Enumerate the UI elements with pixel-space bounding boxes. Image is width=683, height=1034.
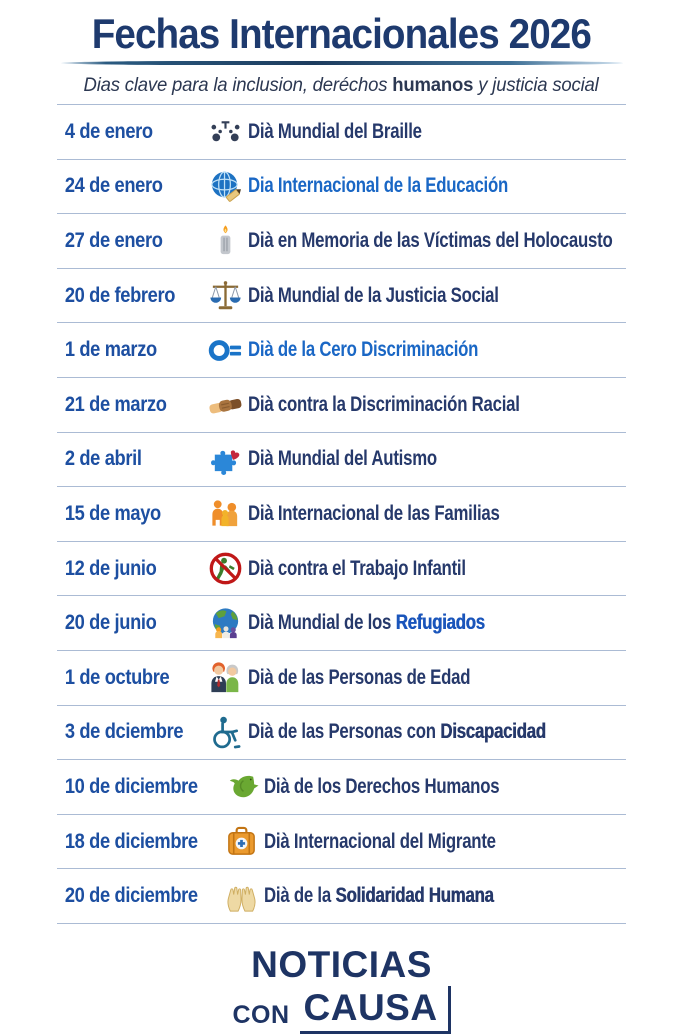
list-item [57, 706, 626, 761]
date-label [57, 229, 203, 253]
observance-title-text [248, 338, 478, 362]
date-label [57, 284, 203, 308]
subtitle-text [84, 74, 599, 97]
list-item [57, 160, 626, 215]
observance-title-text [248, 666, 470, 690]
memorial-candle-icon [203, 223, 248, 258]
date-text: 20 de diciembre [64, 884, 198, 908]
observance-title-segment: Dià de las Personas con [248, 720, 441, 744]
elderly-couple-icon [203, 660, 248, 695]
braille-icon [203, 114, 248, 149]
list-item [57, 323, 626, 378]
observance-title [248, 120, 626, 144]
observance-title-segment: Dià Mundial de los [248, 611, 396, 635]
subtitle [0, 74, 683, 97]
list-item [57, 487, 626, 542]
family-icon [203, 496, 248, 531]
observance-title-text [248, 393, 520, 417]
observance-title-segment: Dià contra la Discriminación Racial [248, 392, 520, 416]
page-title: Fechas Internacionales 2026 [91, 10, 592, 57]
observance-title-segment: Dià Mundial del Braille [248, 119, 422, 143]
date-label [57, 338, 203, 362]
autism-puzzle-icon [203, 442, 248, 477]
observance-title-segment: Dià Mundial del Autismo [248, 447, 437, 471]
observance-title [248, 502, 626, 526]
logo-line2 [0, 986, 683, 1034]
date-text: 20 de febrero [64, 283, 176, 307]
list-item [57, 651, 626, 706]
observance-title-emphasis: Solidaridad Humana [335, 884, 494, 908]
subtitle-part: y justicia social [473, 74, 600, 96]
observance-title-text [248, 174, 508, 198]
date-label [57, 666, 203, 690]
observance-title [248, 666, 626, 690]
date-text: 3 de dciembre [64, 720, 184, 744]
date-text: 21 de marzo [64, 392, 167, 416]
list-item [57, 269, 626, 324]
date-label [57, 502, 203, 526]
subtitle-part-bold: humanos [392, 74, 474, 96]
observance-title-text [264, 830, 496, 854]
subtitle-part: Dias clave para la inclusion, deréchos [83, 74, 393, 96]
observance-title-segment: Dià de las Personas de Edad [248, 665, 471, 689]
justice-scale-icon [203, 278, 248, 313]
observance-title [248, 284, 626, 308]
date-label [57, 120, 203, 144]
observance-title-text [248, 120, 422, 144]
observance-title [248, 393, 626, 417]
date-label [57, 884, 219, 908]
handshake-icon [203, 387, 248, 422]
list-item [57, 542, 626, 597]
date-label [57, 720, 203, 744]
noticias-con-causa-logo [0, 943, 683, 1034]
logo-con: CON [232, 1000, 290, 1029]
observance-title-text [248, 502, 500, 526]
date-text: 1 de octubre [64, 665, 170, 689]
logo-line1: NOTICIAS [251, 943, 432, 985]
list-item [57, 869, 626, 924]
observance-title [248, 174, 626, 198]
observance-title [248, 447, 626, 471]
date-label [57, 393, 203, 417]
observance-title-emphasis: Refugiados [395, 611, 485, 635]
observance-title-text [248, 284, 499, 308]
logo-causa: CAUSA [303, 986, 438, 1028]
migrant-suitcase-icon [219, 824, 264, 859]
date-label [57, 611, 203, 635]
zero-discrimination-icon [203, 333, 248, 368]
title-underline-rule [61, 61, 623, 65]
observance-title [248, 229, 683, 253]
observance-title [264, 884, 626, 908]
observance-title-segment: Dia Internacional de la Educación [248, 174, 509, 198]
list-item [57, 815, 626, 870]
list-item [57, 596, 626, 651]
observance-title-segment: Dià contra el Trabajo Infantil [248, 556, 466, 580]
observance-title-segment: Dià en Memoria de las Víctimas del Holocausto [248, 228, 613, 252]
observance-title [248, 338, 626, 362]
date-text: 10 de diciembre [64, 774, 198, 798]
observance-title [248, 557, 626, 581]
dove-icon [219, 769, 264, 804]
observance-title-segment: Dià Mundial de la Justicia Social [248, 283, 499, 307]
wheelchair-icon [203, 715, 248, 750]
solidarity-hands-icon [219, 879, 264, 914]
date-text: 27 de enero [64, 228, 163, 252]
date-label [57, 557, 203, 581]
date-text: 18 de diciembre [64, 829, 198, 853]
observance-title-text [264, 775, 499, 799]
date-text: 24 de enero [64, 174, 163, 198]
date-text: 2 de abril [64, 447, 142, 471]
observance-title-text [248, 229, 613, 253]
observance-title-text [248, 557, 466, 581]
date-label [57, 174, 203, 198]
observance-title-segment: Dià Internacional del Migrante [263, 829, 496, 853]
list-item [57, 105, 626, 160]
date-label [57, 775, 219, 799]
observance-title-text [248, 611, 485, 635]
date-text: 1 de marzo [64, 338, 157, 362]
logo-bracket [300, 986, 451, 1034]
header [0, 0, 683, 97]
observance-title-segment: Dià de la [263, 884, 336, 908]
dates-list [57, 104, 626, 924]
date-text: 15 de mayo [64, 501, 161, 525]
no-child-labor-icon [203, 551, 248, 586]
refugees-globe-icon [203, 606, 248, 641]
observance-title-segment: Dià Internacional de las Familias [248, 501, 500, 525]
observance-title-segment: Dià de la Cero Discriminación [248, 338, 479, 362]
observance-title [248, 611, 626, 635]
observance-title [264, 775, 626, 799]
list-item [57, 214, 626, 269]
observance-title-text [248, 447, 437, 471]
observance-title [264, 830, 626, 854]
date-text: 20 de junio [64, 611, 157, 635]
list-item [57, 433, 626, 488]
observance-title-emphasis: Discapacidad [440, 720, 546, 744]
observance-title-text [264, 884, 493, 908]
observance-title-segment: Dià de los Derechos Humanos [263, 774, 500, 798]
date-label [57, 447, 203, 471]
education-globe-icon [203, 169, 248, 204]
date-label [57, 830, 219, 854]
observance-title [248, 720, 626, 744]
date-text: 4 de enero [64, 119, 153, 143]
date-text: 12 de junio [64, 556, 157, 580]
observance-title-text [248, 720, 546, 744]
list-item [57, 760, 626, 815]
list-item [57, 378, 626, 433]
